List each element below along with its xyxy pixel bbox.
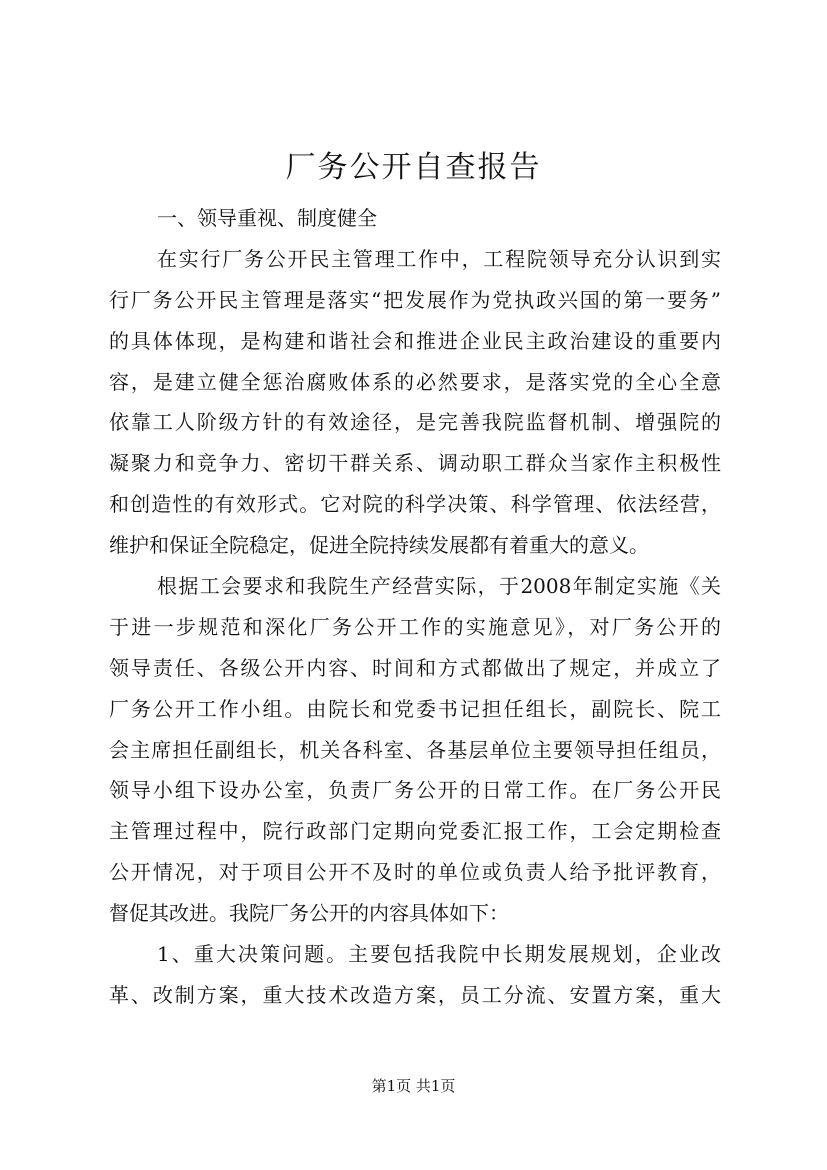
page-footer: 第1页 共1页 [371, 1077, 456, 1095]
paragraph-line: 领导责任、各级公开内容、时间和方式都做出了规定，并成立了 [109, 655, 721, 680]
paragraph-line: 公开情况，对于项目公开不及时的单位或负责人给予批评教育， [109, 860, 721, 885]
document-title: 厂务公开自查报告 [285, 150, 542, 185]
paragraph-line: 根据工会要求和我院生产经营实际，于2008年制定实施《关 [157, 574, 721, 599]
paragraph-line: 主管理过程中，院行政部门定期向党委汇报工作，工会定期检查 [109, 819, 721, 844]
paragraph-line: 领导小组下设办公室，负责厂务公开的日常工作。在厂务公开民 [109, 778, 721, 803]
document-body [109, 198, 721, 1016]
paragraph-line: 厂务公开工作小组。由院长和党委书记担任组长，副院长、院工 [109, 696, 721, 721]
paragraph-line: 行厂务公开民主管理是落实“把发展作为党执政兴国的第一要务” [109, 287, 721, 312]
paragraph-line: 于进一步规范和深化厂务公开工作的实施意见》，对厂务公开的 [109, 614, 721, 639]
paragraph-line: 的具体体现，是构建和谐社会和推进企业民主政治建设的重要内 [109, 328, 721, 353]
paragraph-line: 1、重大决策问题。主要包括我院中长期发展规划，企业改 [157, 942, 721, 967]
paragraph-line: 会主席担任副组长，机关各科室、各基层单位主要领导担任组员， [109, 737, 721, 762]
paragraph-line: 在实行厂务公开民主管理工作中，工程院领导充分认识到实 [157, 246, 721, 271]
section-heading: 一、领导重视、制度健全 [157, 206, 377, 230]
paragraph-line: 革、改制方案，重大技术改造方案，员工分流、安置方案，重大 [109, 982, 721, 1007]
paragraph-line: 依靠工人阶级方针的有效途径，是完善我院监督机制、增强院的 [109, 410, 721, 435]
paragraph-line: 和创造性的有效形式。它对院的科学决策、科学管理、依法经营， [109, 492, 721, 517]
paragraph-line: 凝聚力和竞争力、密切干群关系、调动职工群众当家作主积极性 [109, 451, 721, 476]
paragraph-line: 容，是建立健全惩治腐败体系的必然要求，是落实党的全心全意 [109, 369, 721, 394]
paragraph-line: 督促其改进。我院厂务公开的内容具体如下： [109, 901, 509, 926]
paragraph-line: 维护和保证全院稳定，促进全院持续发展都有着重大的意义。 [109, 533, 649, 558]
